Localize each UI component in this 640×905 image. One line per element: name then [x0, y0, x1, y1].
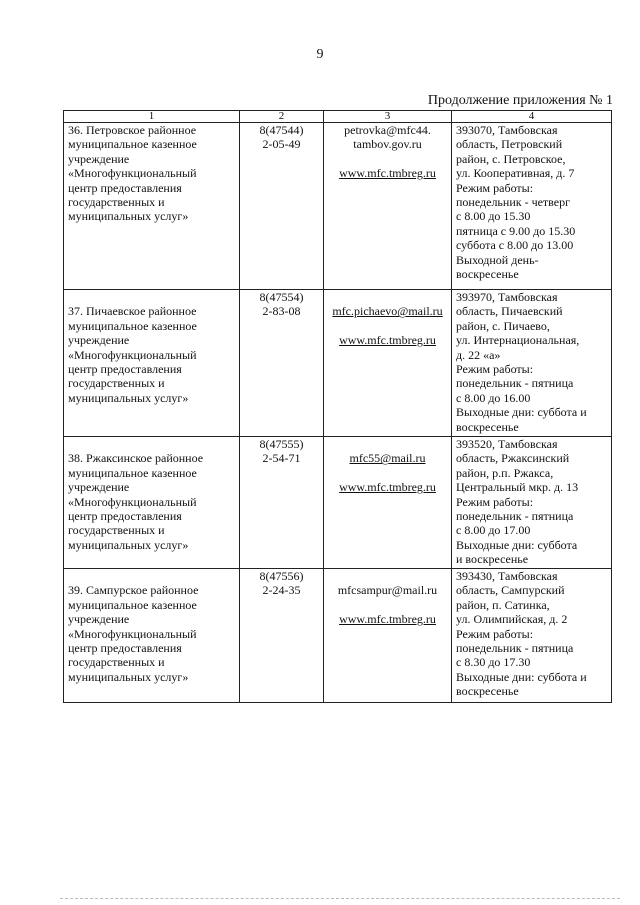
phone-code: 8(47554) [259, 290, 304, 304]
phone-cell [240, 290, 324, 437]
name-line: центр предоставления [68, 362, 182, 377]
info-line: пятница с 9.00 до 15.30 [456, 223, 576, 238]
info-line: область, Сампурский [456, 583, 565, 598]
contacts-cell [324, 290, 452, 437]
info-line: с 8.00 до 17.00 [456, 523, 531, 538]
phone-number: 2-54-71 [262, 451, 301, 466]
info-line: ул. Кооперативная, д. 7 [456, 166, 575, 181]
address-schedule-cell [452, 123, 612, 290]
table-row [64, 290, 612, 437]
info-line: Режим работы: [456, 626, 534, 641]
scan-edge-rule [60, 898, 620, 899]
email-line: petrovka@mfc44. [344, 123, 431, 137]
website-link[interactable]: www.mfc.tmbreg.ru [339, 612, 436, 627]
info-line: Выходные дни: суббота и [456, 405, 587, 420]
organization-name-cell [64, 569, 240, 703]
mfc-table [63, 110, 612, 703]
info-line: район, п. Сатинка, [456, 597, 550, 612]
page-number: 9 [316, 47, 324, 62]
info-line: с 8.00 до 15.30 [456, 209, 531, 224]
table-header-row [64, 111, 612, 123]
info-line: 393070, Тамбовская [456, 123, 558, 137]
name-line: «Многофункциональный [68, 166, 197, 181]
name-line: муниципальное казенное [68, 137, 197, 152]
contacts-cell [324, 437, 452, 569]
info-line: Выходные дни: суббота [456, 537, 578, 552]
phone-cell [240, 569, 324, 703]
info-line: район, с. Пичаево, [456, 318, 550, 333]
info-line: воскресенье [456, 419, 519, 434]
phone-code: 8(47556) [259, 569, 304, 583]
name-line: государственных и [68, 195, 165, 210]
info-line: Выходные дни: суббота и [456, 669, 587, 684]
info-line: с 8.30 до 17.30 [456, 655, 531, 670]
contacts-cell [324, 123, 452, 290]
info-line: понедельник - четверг [456, 195, 571, 210]
info-line: 393520, Тамбовская [456, 437, 558, 451]
organization-name-cell [64, 290, 240, 437]
info-line: Режим работы: [456, 362, 534, 377]
info-line: ул. Интернациональная, [456, 333, 580, 348]
info-line: район, р.п. Ржакса, [456, 465, 554, 480]
info-line: район, с. Петровское, [456, 151, 566, 166]
info-line: Режим работы: [456, 494, 534, 509]
info-line: воскресенье [456, 267, 519, 282]
address-schedule-cell [452, 437, 612, 569]
organization-name-cell [64, 437, 240, 569]
name-line: муниципальных услуг» [68, 537, 189, 552]
name-line: муниципальное казенное [68, 465, 197, 480]
email-line: mfcsampur@mail.ru [337, 583, 438, 598]
column-header: 2 [240, 111, 324, 123]
info-line: 393430, Тамбовская [456, 569, 558, 583]
name-line: учреждение [68, 333, 130, 348]
name-line: государственных и [68, 655, 165, 670]
contacts-cell [324, 569, 452, 703]
name-line: учреждение [68, 612, 130, 627]
table-row [64, 123, 612, 290]
info-line: 393970, Тамбовская [456, 290, 558, 304]
website-link[interactable]: www.mfc.tmbreg.ru [339, 166, 436, 181]
name-line: муниципальное казенное [68, 597, 197, 612]
address-schedule-cell [452, 569, 612, 703]
address-schedule-cell [452, 290, 612, 437]
name-line: «Многофункциональный [68, 494, 197, 509]
name-line: муниципальных услуг» [68, 209, 189, 224]
info-line: Выходной день- [456, 252, 539, 267]
info-line: и воскресенье [456, 552, 529, 567]
appendix-caption: Продолжение приложения № 1 [427, 93, 613, 108]
name-line: 36. Петровское районное [68, 123, 197, 137]
phone-number: 2-05-49 [262, 137, 301, 152]
phone-code: 8(47544) [259, 123, 304, 137]
website-link[interactable]: www.mfc.tmbreg.ru [339, 333, 436, 348]
name-line: учреждение [68, 480, 130, 495]
organization-name-cell [64, 123, 240, 290]
info-line: воскресенье [456, 684, 519, 699]
table-row [64, 437, 612, 569]
name-line: муниципальное казенное [68, 318, 197, 333]
info-line: суббота с 8.00 до 13.00 [456, 238, 574, 253]
table-row [64, 569, 612, 703]
phone-number: 2-83-08 [262, 304, 301, 319]
name-line: муниципальных услуг» [68, 390, 189, 405]
name-line: 39. Сампурское районное [68, 583, 199, 598]
info-line: д. 22 «а» [456, 347, 501, 362]
info-line: ул. Олимпийская, д. 2 [456, 612, 568, 627]
column-header: 1 [64, 111, 240, 123]
info-line: область, Ржаксинский [456, 451, 570, 466]
name-line: центр предоставления [68, 509, 182, 524]
name-line: муниципальных услуг» [68, 669, 189, 684]
info-line: область, Петровский [456, 137, 563, 152]
phone-code: 8(47555) [259, 437, 304, 451]
phone-cell [240, 437, 324, 569]
column-header: 3 [324, 111, 452, 123]
name-line: центр предоставления [68, 641, 182, 656]
name-line: центр предоставления [68, 180, 182, 195]
name-line: 37. Пичаевское районное [68, 304, 197, 319]
name-line: «Многофункциональный [68, 347, 197, 362]
name-line: 38. Ржаксинское районное [68, 451, 204, 466]
column-header: 4 [452, 111, 612, 123]
info-line: понедельник - пятница [456, 641, 574, 656]
info-line: понедельник - пятница [456, 376, 574, 391]
info-line: понедельник - пятница [456, 509, 574, 524]
name-line: государственных и [68, 376, 165, 391]
info-line: область, Пичаевский [456, 304, 563, 319]
info-line: Режим работы: [456, 180, 534, 195]
name-line: «Многофункциональный [68, 626, 197, 641]
email-link[interactable]: mfc.pichaevo@mail.ru [332, 304, 443, 319]
info-line: Центральный мкр. д. 13 [456, 480, 579, 495]
phone-cell [240, 123, 324, 290]
phone-number: 2-24-35 [262, 583, 301, 598]
name-line: государственных и [68, 523, 165, 538]
info-line: с 8.00 до 16.00 [456, 390, 531, 405]
email-line: tambov.gov.ru [353, 137, 422, 152]
website-link[interactable]: www.mfc.tmbreg.ru [339, 480, 436, 495]
name-line: учреждение [68, 151, 130, 166]
email-link[interactable]: mfc55@mail.ru [349, 451, 426, 466]
